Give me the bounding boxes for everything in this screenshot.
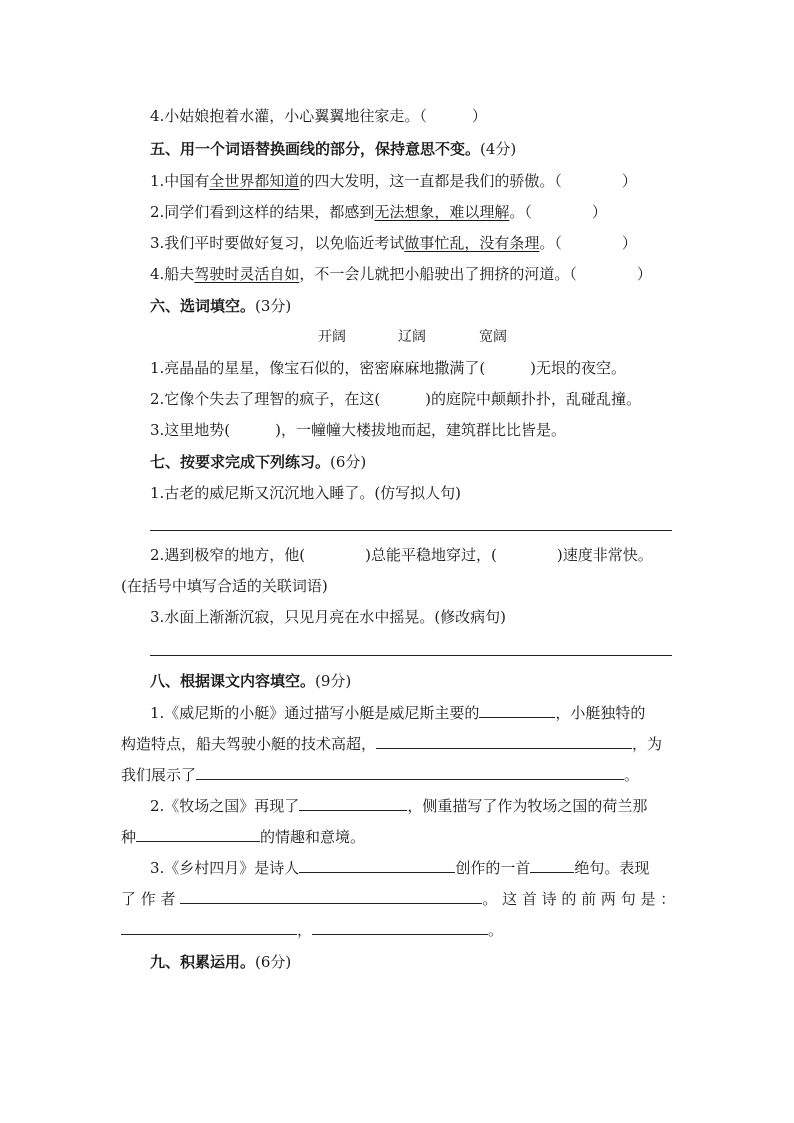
fill-blank[interactable] bbox=[180, 889, 482, 904]
section-6-item-3: 3.这里地势( )，一幢幢大楼拔地而起，建筑群比比皆是。 bbox=[150, 421, 567, 439]
section-8-item-1-line-3 bbox=[121, 765, 639, 785]
section-5-item-1 bbox=[150, 171, 637, 191]
section-8-item-1-line-2 bbox=[121, 734, 662, 754]
fill-blank[interactable] bbox=[196, 765, 624, 780]
item-text: 1.《威尼斯的小艇》通过描写小艇是威尼斯主要的 bbox=[150, 704, 480, 722]
item-text: 4.船夫 bbox=[150, 265, 195, 283]
section-6-item-2: 2.它像个失去了理智的疯子，在这( )的庭院中颠颠扑扑，乱碰乱撞。 bbox=[150, 390, 642, 408]
section-8-item-3-line-3 bbox=[121, 920, 503, 940]
fill-blank[interactable] bbox=[530, 858, 574, 873]
section-7-heading bbox=[150, 452, 366, 472]
section-5-points: (4分) bbox=[480, 140, 517, 158]
underlined-phrase: 驾驶时灵活自如 bbox=[194, 265, 300, 283]
section-6-title: 六、选词填空。 bbox=[150, 297, 256, 315]
section-7-item-2-instruction: (在括号中填写合适的关联词语) bbox=[121, 577, 328, 595]
section-7-points: (6分) bbox=[330, 453, 367, 471]
answer-line bbox=[150, 655, 672, 656]
item-text: 我们展示了 bbox=[121, 766, 197, 784]
section-9-title: 九、积累运用。 bbox=[150, 953, 256, 971]
section-8-item-3-line-1 bbox=[150, 858, 649, 878]
item-text: 的四大发明，这一直都是我们的骄傲。（ ） bbox=[299, 172, 637, 190]
section-5-heading bbox=[150, 139, 516, 159]
section-6-heading bbox=[150, 296, 291, 316]
section-9-points: (6分) bbox=[255, 953, 292, 971]
section-7-title: 七、按要求完成下列练习。 bbox=[150, 453, 331, 471]
section-8-title: 八、根据课文内容填空。 bbox=[150, 672, 316, 690]
item-text: 。 这 首 诗 的 前 两 句 是 ： bbox=[482, 890, 676, 908]
item-text: 3.《乡村四月》是诗人 bbox=[150, 859, 300, 877]
item-text: ，不一会儿就把小船驶出了拥挤的河道。（ ） bbox=[299, 265, 652, 283]
underlined-phrase: 无法想象，难以理解 bbox=[374, 203, 510, 221]
underlined-phrase: 做事忙乱，没有条理 bbox=[404, 234, 540, 252]
question-4-item-4: 4.小姑娘抱着水灌，小心翼翼地往家走。（ ） bbox=[150, 107, 487, 125]
item-text: ， bbox=[297, 921, 313, 939]
section-5-title: 五、用一个词语替换画线的部分，保持意思不变。 bbox=[150, 140, 481, 158]
fill-blank[interactable] bbox=[312, 920, 488, 935]
answer-line bbox=[150, 530, 672, 531]
section-8-item-2-line-2 bbox=[121, 827, 365, 847]
item-text: 。（ ） bbox=[509, 203, 607, 221]
fill-blank[interactable] bbox=[479, 703, 555, 718]
underlined-phrase: 全世界都知道 bbox=[209, 172, 300, 190]
section-7-item-2: 2.遇到极窄的地方，他( )总能平稳地穿过，( )速度非常快。 bbox=[150, 546, 653, 564]
item-text: 种 bbox=[121, 828, 137, 846]
item-text: 创作的一首 bbox=[455, 859, 531, 877]
section-5-item-3 bbox=[150, 233, 637, 253]
fill-blank[interactable] bbox=[121, 920, 297, 935]
section-8-item-2-line-1 bbox=[150, 796, 647, 816]
fill-blank[interactable] bbox=[299, 858, 455, 873]
item-text: 绝句。表现 bbox=[574, 859, 650, 877]
word-bank-option: 宽阔 bbox=[479, 329, 507, 345]
section-8-item-1-line-1 bbox=[150, 703, 645, 723]
item-text: 。 bbox=[624, 766, 640, 784]
item-text: 。（ ） bbox=[539, 234, 637, 252]
section-8-heading bbox=[150, 671, 351, 691]
item-text: ，为 bbox=[632, 735, 663, 753]
item-text: 1.中国有 bbox=[150, 172, 210, 190]
item-text: 构造特点，船夫驾驶小艇的技术高超， bbox=[121, 735, 377, 753]
fill-blank[interactable] bbox=[299, 796, 407, 811]
word-bank-option: 辽阔 bbox=[398, 329, 426, 345]
item-text: 的情趣和意境。 bbox=[260, 828, 366, 846]
word-bank-option: 开阔 bbox=[318, 329, 346, 345]
section-8-item-3-line-2 bbox=[121, 889, 675, 909]
section-7-item-1: 1.古老的威尼斯又沉沉地入睡了。(仿写拟人句) bbox=[150, 484, 462, 502]
item-text: 2.同学们看到这样的结果，都感到 bbox=[150, 203, 375, 221]
section-6-points: (3分) bbox=[255, 297, 292, 315]
item-text: 2.《牧场之国》再现了 bbox=[150, 797, 300, 815]
fill-blank[interactable] bbox=[376, 734, 632, 749]
section-7-item-3: 3.水面上渐渐沉寂，只见月亮在水中摇晃。(修改病句) bbox=[150, 608, 507, 626]
item-text: 3.我们平时要做好复习，以免临近考试 bbox=[150, 234, 405, 252]
section-5-item-4 bbox=[150, 264, 652, 284]
item-text: ，侧重描写了作为牧场之国的荷兰那 bbox=[407, 797, 648, 815]
section-9-heading bbox=[150, 952, 291, 972]
section-5-item-2 bbox=[150, 202, 607, 222]
section-8-points: (9分) bbox=[315, 672, 352, 690]
item-text: 。 bbox=[488, 921, 504, 939]
item-text: ，小艇独特的 bbox=[555, 704, 646, 722]
item-text: 了 作 者 bbox=[121, 890, 176, 908]
fill-blank[interactable] bbox=[136, 827, 260, 842]
section-6-item-1: 1.亮晶晶的星星，像宝石似的，密密麻麻地撒满了( )无垠的夜空。 bbox=[150, 359, 627, 377]
